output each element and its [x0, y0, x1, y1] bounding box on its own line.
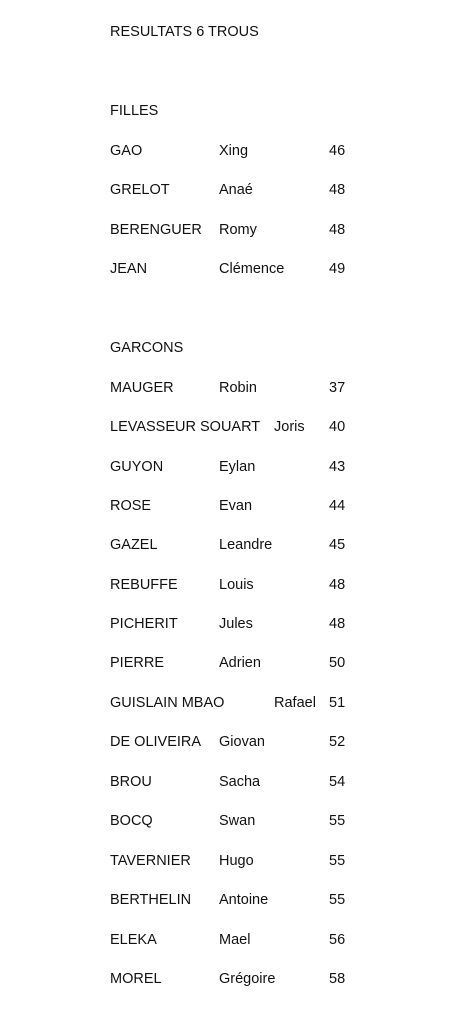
last-name: GAO — [110, 143, 143, 159]
result-row — [0, 772, 457, 792]
result-row — [0, 732, 457, 752]
first-name: Louis — [219, 577, 254, 593]
last-name: PIERRE — [110, 655, 164, 671]
score: 40 — [329, 419, 346, 435]
first-name: Adrien — [219, 655, 261, 671]
first-name: Xing — [219, 143, 249, 159]
result-row — [0, 811, 457, 831]
first-name: Swan — [219, 813, 256, 829]
last-name: PICHERIT — [110, 616, 178, 632]
score: 55 — [329, 853, 346, 869]
score: 44 — [329, 498, 346, 514]
result-row — [0, 851, 457, 871]
result-row — [0, 575, 457, 595]
result-row — [0, 890, 457, 910]
page-title: RESULTATS 6 TROUS — [110, 24, 259, 40]
first-name: Hugo — [219, 853, 254, 869]
score: 37 — [329, 380, 346, 396]
result-row — [0, 259, 457, 279]
score: 50 — [329, 655, 346, 671]
first-name: Anaé — [219, 182, 253, 198]
score: 46 — [329, 143, 346, 159]
first-name: Antoine — [219, 892, 269, 908]
result-row — [0, 930, 457, 950]
result-row — [0, 220, 457, 240]
result-row — [0, 969, 457, 989]
last-name: GAZEL — [110, 537, 158, 553]
last-name: BROU — [110, 774, 152, 790]
score: 56 — [329, 932, 346, 948]
first-name: Evan — [219, 498, 253, 514]
score: 48 — [329, 222, 346, 238]
score: 55 — [329, 813, 346, 829]
score: 49 — [329, 261, 346, 277]
score: 58 — [329, 971, 346, 987]
result-row — [0, 614, 457, 634]
last-name: BERTHELIN — [110, 892, 192, 908]
score: 55 — [329, 892, 346, 908]
score: 45 — [329, 537, 346, 553]
first-name: Romy — [219, 222, 257, 238]
last-name: MOREL — [110, 971, 162, 987]
score: 48 — [329, 182, 346, 198]
result-row — [0, 141, 457, 161]
first-name: Rafael — [274, 695, 316, 711]
section-heading-garcons: GARCONS — [110, 340, 184, 356]
first-name: Sacha — [219, 774, 261, 790]
section-heading-filles: FILLES — [110, 103, 159, 119]
score: 51 — [329, 695, 346, 711]
score: 48 — [329, 577, 346, 593]
result-row — [0, 180, 457, 200]
result-row — [0, 496, 457, 516]
last-name: BOCQ — [110, 813, 153, 829]
first-name: Joris — [274, 419, 305, 435]
last-name: REBUFFE — [110, 577, 178, 593]
last-name: JEAN — [110, 261, 148, 277]
last-name: ROSE — [110, 498, 152, 514]
first-name: Robin — [219, 380, 257, 396]
result-row — [0, 535, 457, 555]
score: 48 — [329, 616, 346, 632]
last-name: MAUGER — [110, 380, 174, 396]
result-row — [0, 378, 457, 398]
score: 54 — [329, 774, 346, 790]
first-name: Eylan — [219, 459, 256, 475]
last-name: TAVERNIER — [110, 853, 191, 869]
first-name: Giovan — [219, 734, 265, 750]
first-name: Leandre — [219, 537, 273, 553]
last-name: ELEKA — [110, 932, 157, 948]
first-name: Grégoire — [219, 971, 276, 987]
first-name: Jules — [219, 616, 253, 632]
score: 43 — [329, 459, 346, 475]
last-name: BERENGUER — [110, 222, 202, 238]
first-name: Clémence — [219, 261, 285, 277]
last-name: GUISLAIN MBAO — [110, 695, 225, 711]
first-name: Mael — [219, 932, 251, 948]
result-row — [0, 417, 457, 437]
last-name: DE OLIVEIRA — [110, 734, 202, 750]
score: 52 — [329, 734, 346, 750]
last-name: GUYON — [110, 459, 164, 475]
last-name: GRELOT — [110, 182, 170, 198]
last-name: LEVASSEUR SOUART — [110, 419, 261, 435]
result-row — [0, 693, 457, 713]
result-row — [0, 457, 457, 477]
result-row — [0, 653, 457, 673]
